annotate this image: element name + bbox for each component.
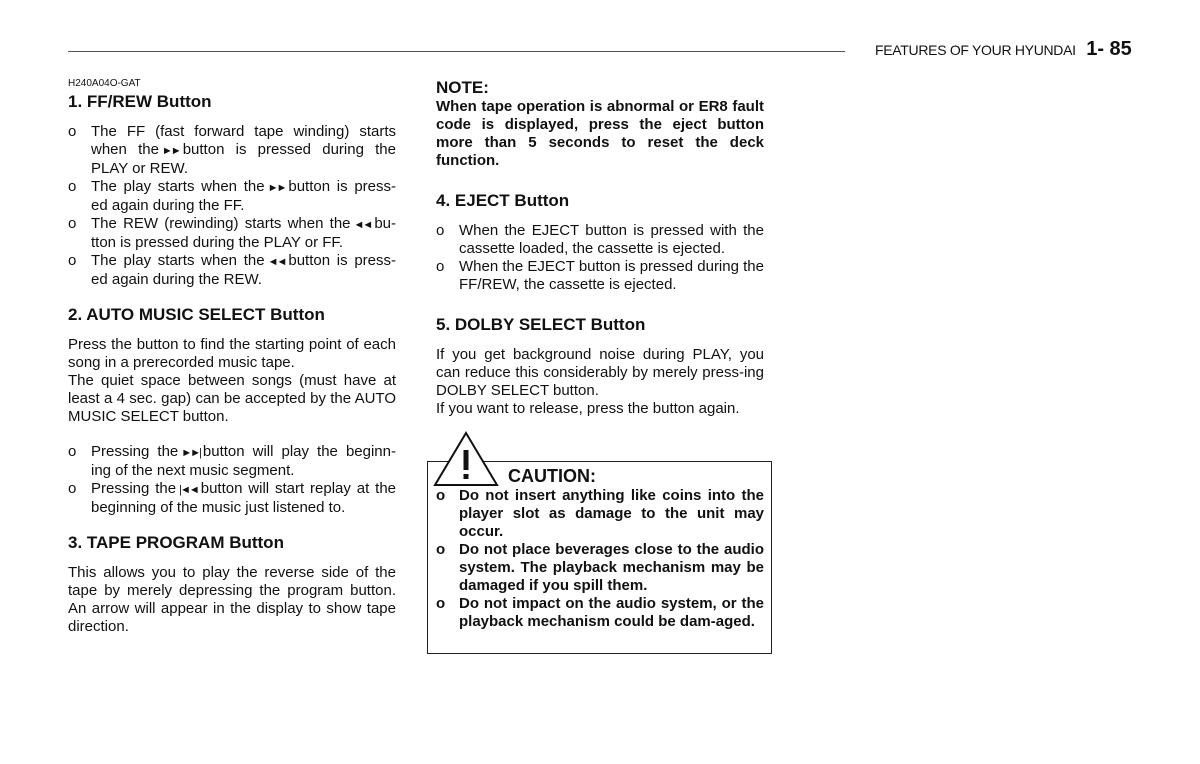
paragraph: This allows you to play the reverse side of the tape by merely depressing the program button. An arrow will appear in the display to show tape direction. (68, 564, 396, 635)
fast-forward-icon: ►► (161, 145, 180, 157)
list-item: o When the EJECT button is pressed with the cassette loaded, the cassette is ejected. (436, 222, 764, 257)
paragraph: If you get background noise during PLAY, you can reduce this considerably by merely press-ing DOLBY SELECT button. (436, 346, 764, 399)
left-column (68, 78, 396, 636)
list-item: o Pressing the |◄◄ button will start replay at the beginning of the music just listened to. (68, 480, 396, 516)
list-item: o Do not place beverages close to the audio system. The playback mechanism may be damaged if you spill them. (436, 541, 764, 594)
section-title-eject: 4. EJECT Button (436, 191, 570, 210)
caution-title: CAUTION: (508, 466, 596, 486)
list-item: o The REW (rewinding) starts when the ◄◄ bu-tton is pressed during the PLAY or FF. (68, 215, 396, 251)
previous-track-icon: |◄◄ (179, 484, 198, 496)
section-title-dolby-select: 5. DOLBY SELECT Button (436, 315, 646, 334)
fast-forward-icon: ►► (267, 182, 286, 194)
list-item: o The play starts when the ◄◄ button is press-ed again during the REW. (68, 252, 397, 288)
paragraph: If you want to release, press the button again. (436, 400, 740, 417)
list-item: o The play starts when the ►► button is press-ed again during the FF. (68, 178, 397, 214)
note-body: When tape operation is abnormal or ER8 fault code is displayed, press the eject button more than 5 seconds to reset the deck function. (436, 98, 764, 169)
warning-triangle-icon (432, 430, 500, 486)
document-code: H240A04O-GAT (68, 78, 141, 89)
list-item: o Do not impact on the audio system, or the playback mechanism could be dam-aged. (436, 595, 764, 630)
rewind-icon: ◄◄ (267, 256, 286, 268)
header-rule (68, 51, 845, 52)
next-track-icon: ►►| (181, 447, 200, 459)
eject-list (436, 222, 764, 294)
header-title: FEATURES OF YOUR HYUNDAI (875, 42, 1076, 58)
right-column (436, 78, 764, 418)
rewind-icon: ◄◄ (353, 219, 372, 231)
list-item: o Do not insert anything like coins into the player slot as damage to the unit may occur. (436, 487, 764, 540)
list-item: o When the EJECT button is pressed during the FF/REW, the cassette is ejected. (436, 258, 764, 293)
note-title: NOTE: (436, 78, 489, 97)
page-number: 1- 85 (1086, 38, 1132, 60)
section-title-ff-rew: 1. FF/REW Button (68, 92, 212, 111)
section-title-tape-program: 3. TAPE PROGRAM Button (68, 533, 284, 552)
list-item: o The FF (fast forward tape winding) starts when the ►► button is pressed during the PLAY or REW. (68, 123, 396, 177)
page-header (875, 38, 1132, 61)
paragraph: Press the button to find the starting point of each song in a prerecorded music tape. (68, 336, 396, 371)
section-title-auto-music-select: 2. AUTO MUSIC SELECT Button (68, 305, 325, 324)
caution-list (436, 487, 764, 631)
auto-music-list (68, 443, 396, 517)
list-item: o Pressing the ►►| button will play the beginn-ing of the next music segment. (68, 443, 396, 479)
ff-rew-list (68, 123, 396, 289)
paragraph: The quiet space between songs (must have at least a 4 sec. gap) can be accepted by the AUTO MUSIC SELECT button. (68, 372, 396, 425)
